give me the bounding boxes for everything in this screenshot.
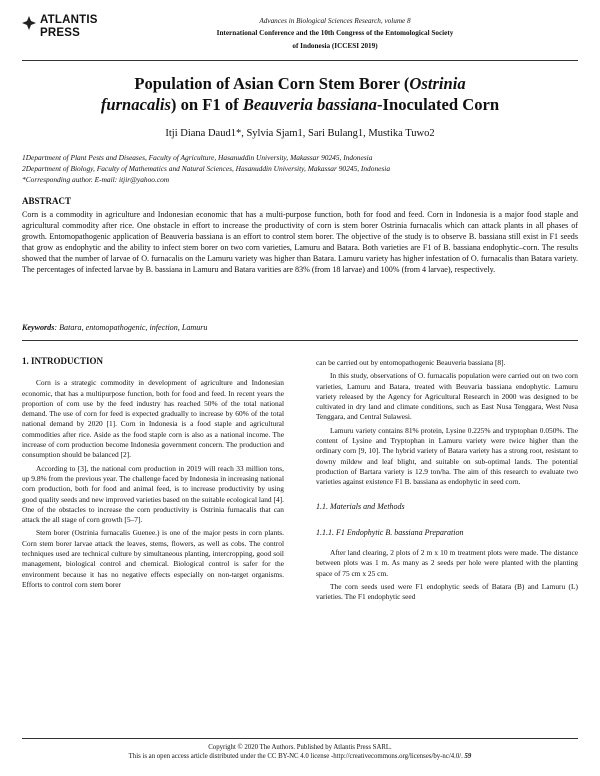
subsection-heading: 1.1. Materials and Methods bbox=[316, 501, 405, 511]
paragraph: Stem borer (Ostrinia furnacalis Guenee.) is one of the major pests in corn plants. Corn stem borer larvae attack the leaves, stems, flowers, as well as cobs. The control techniques used are technical culture by simultaneous planting, intercropping, good soil management, biological control and chemical. Biological control is safer for the environment because it has no negative effects especially on non-target organisms. Efforts to control corn stem borer bbox=[22, 528, 284, 589]
title-part: -Inoculated Corn bbox=[376, 95, 500, 114]
publisher-logo bbox=[22, 14, 132, 48]
copyright-line: Copyright © 2020 The Authors. Published by Atlantis Press SARL. bbox=[208, 744, 392, 751]
abstract-text: Corn is a commodity in agriculture and Indonesian economic that has a multi-purpose function, both for food and feed. Corn in Indonesia is a major food staple and agricultural commodity after rice. One obstacle in effort to increase the productivity of corn is stem borer Ostrinia furnacalis which can attack plants in all phases of growth. Entomopathogenic application of Beauveria bassiana is an effort to control stem borer. The objective of the study is to observe B. bassiana still exist in F1 seeds that grow as endophytic and the ability to infect stem borer on two corn varieties, Lamuru and Batara. Both varieties are F1 of B. bassiana endophytic–corn. The results showed that the number of larvae of O. furnacalis on the Lamuru variety was higher than Batara. Lamuru variety has higher infestation of O. furnacalis than Batara variety. The percentages of infected larvae by B. bassiana in Lamuru and Batara varities are 83% (from 18 larvae) and 100% (from 4 larvae), respectively. bbox=[22, 210, 578, 274]
atlantis-logo-icon bbox=[22, 16, 36, 30]
header-rule bbox=[22, 60, 578, 61]
paragraph: According to [3], the national corn production in 2019 will reach 33 million tons, up 9.8% from the previous year. The challenge faced by Indonesia in increasing national corn production, both for food and animal feed, is to increase productivity by using good quality seeds and new improved varieties based on the suitable ecological land [4]. One of the obstacles to increase the corn productivity is Ostrinia furnacalis that can attack the all stage of corn growth [5–7]. bbox=[22, 463, 284, 525]
title-part: Population of Asian Corn Stem Borer ( bbox=[134, 74, 410, 93]
page-number: 59 bbox=[464, 753, 472, 760]
keywords-label: Keywords bbox=[22, 323, 55, 332]
subsubsection-heading: 1.1.1. F1 Endophytic B. bassiana Preparation bbox=[316, 527, 464, 537]
title-italic: furnacalis bbox=[100, 95, 171, 114]
keywords-text: : Batara, entomopathogenic, infection, Lamuru bbox=[54, 323, 208, 332]
corresponding-author: *Corresponding author. E-mail: itjir@yahoo.com bbox=[22, 175, 170, 184]
logo-line2: PRESS bbox=[40, 27, 80, 39]
paper-title bbox=[22, 73, 578, 115]
abstract-rule bbox=[22, 340, 578, 341]
conference-title: International Conference and the 10th Congress of the Entomological Society bbox=[216, 29, 454, 37]
series-title: Advances in Biological Sciences Research, volume 8 bbox=[259, 17, 411, 25]
paragraph: can be carried out by entomopathogenic Beauveria bassiana [8]. bbox=[316, 358, 506, 367]
paragraph: In this study, observations of O. furnacalis population were carried out on two corn varieties, Lamuru and Batara, treated with Beuvaria bassiana endophytic. Lamuru variety released by the Agency for Agricultural Research in 2000 was designed to be cultivated in dry land and climate conditions, such as East Nusa Tenggara, West Nusa Tenggara, and Central Sulawesi. bbox=[316, 371, 578, 422]
license-line bbox=[22, 753, 578, 760]
title-part: ) on F1 of bbox=[170, 95, 243, 114]
title-italic: Ostrinia bbox=[409, 74, 466, 93]
paragraph: After land clearing, 2 plots of 2 m x 10 m treatment plots were made. The distance between plots was 1 m. As many as 2 seeds per hole were planted with the planting space of 75 cm x 25 cm. bbox=[316, 548, 578, 578]
conference-title-2: of Indonesia (ICCESI 2019) bbox=[292, 42, 378, 50]
paragraph: Lamuru variety contains 81% protein, Lysine 0.225% and tryptophan 0.050%. The content of Lysine and Tryptophan in Lamuru variety were twice higher than the ordinary corn [9, 10]. The hybrid variety of Batara variety has a strong root, resistant to downy mildew and leaf blight, and suitable on sub-optimal lands. The potential production of Bartara variety is 12.9 ton/ha. The aim of this research to evaluate two varieties against existence F1 B. bassiana as endophytic in seed corn. bbox=[316, 425, 578, 487]
paragraph: Corn is a strategic commodity in development of agriculture and Indonesian economic, that has a multipurpose function, both for food and feed. In recent years the proportion of corn use by the feed industry has reached 50% of the total national demand. The use of corn for feed is expected gradually to increase by 60% of the total national demand by 2020 [1]. Corn in Indonesia is a food staple and agricultural commodities after rice. Aside as the food staple corn is also as a national income. The increase of corn production become Indonesia government concern. The production and consumption should be balanced [2]. bbox=[22, 378, 284, 460]
keywords bbox=[22, 323, 578, 332]
section-heading: 1. INTRODUCTION bbox=[22, 356, 104, 366]
license-text: This is an open access article distributed under the CC BY-NC 4.0 license -http://creativecommons.org/licenses/by-nc/4.0/. bbox=[128, 753, 463, 760]
left-column bbox=[22, 356, 284, 593]
author-list: Itji Diana Daud1*, Sylvia Sjam1, Sari Bulang1, Mustika Tuwo2 bbox=[165, 128, 435, 139]
abstract-label: ABSTRACT bbox=[22, 196, 72, 206]
right-column bbox=[316, 358, 578, 606]
affiliation-2: 2Department of Biology, Faculty of Mathematics and Natural Sciences, Hasanuddin University, Makassar 90245, Indonesia bbox=[22, 164, 391, 173]
logo-line1: ATLANTIS bbox=[40, 14, 98, 26]
title-italic: Beauveria bassiana bbox=[242, 95, 377, 114]
footer-rule bbox=[22, 738, 578, 739]
paragraph: The corn seeds used were F1 endophytic seeds of Batara (B) and Lamuru (L) varieties. The F1 endophytic seed bbox=[316, 582, 578, 602]
affiliation-1: 1Department of Plant Pests and Diseases, Faculty of Agriculture, Hasanuddin University, Makassar 90245, Indonesia bbox=[22, 153, 373, 162]
